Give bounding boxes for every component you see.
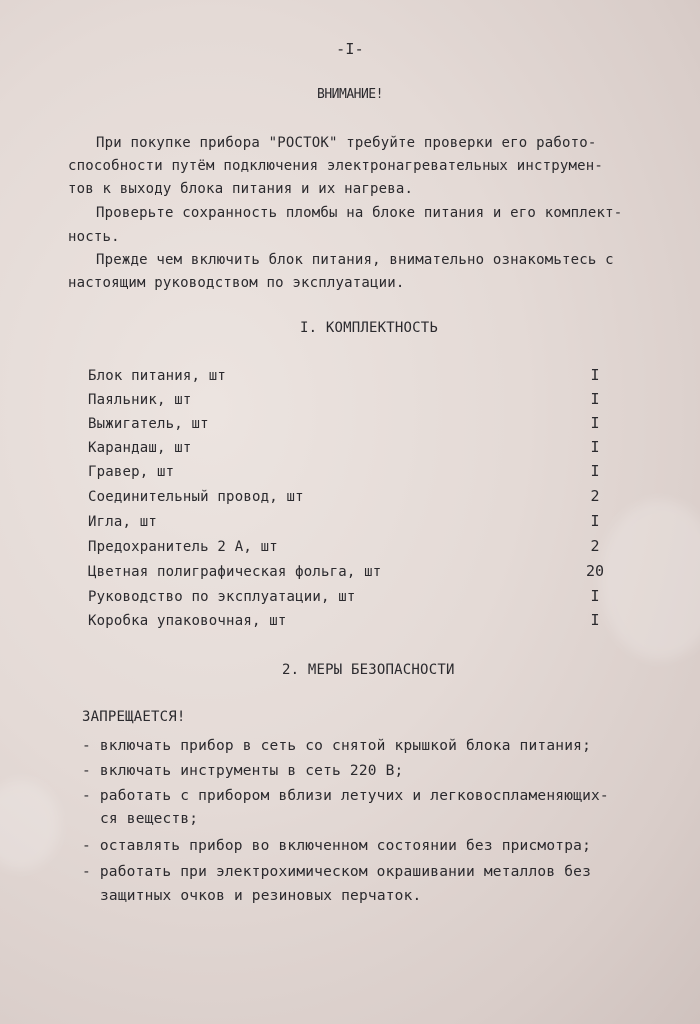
attention-heading: ВНИМАНИЕ! xyxy=(317,87,383,102)
kit-item-qty: I xyxy=(590,366,600,384)
safety-rule: защитных очков и резиновых перчаток. xyxy=(100,888,422,904)
safety-rule: - оставлять прибор во включенном состоянии без присмотра; xyxy=(82,838,591,854)
page-number: -I- xyxy=(336,40,364,58)
intro-line: тов к выходу блока питания и их нагрева. xyxy=(68,181,414,197)
kit-item-name: Предохранитель 2 А, шт xyxy=(88,539,278,555)
kit-item-qty: I xyxy=(590,462,600,480)
kit-item-qty: I xyxy=(590,390,600,408)
kit-item-name: Соединительный провод, шт xyxy=(88,489,304,505)
kit-item-qty: I xyxy=(590,512,600,530)
kit-item-qty: I xyxy=(590,587,600,605)
kit-item-qty: I xyxy=(590,414,600,432)
intro-line: Проверьте сохранность пломбы на блоке питания и его комплект- xyxy=(96,205,623,221)
safety-rule: - работать с прибором вблизи летучих и легковоспламеняющих- xyxy=(82,788,609,804)
kit-item-qty: 2 xyxy=(590,537,600,555)
kit-item-qty: I xyxy=(590,438,600,456)
kit-item-qty: 2 xyxy=(590,487,600,505)
kit-item-name: Выжигатель, шт xyxy=(88,416,209,432)
forbidden-heading: ЗАПРЕЩАЕТСЯ! xyxy=(82,709,186,725)
intro-line: способности путём подключения электронагревательных инструмен- xyxy=(68,158,603,174)
kit-item-name: Паяльник, шт xyxy=(88,392,192,408)
safety-rule: - работать при электрохимическом окрашивании металлов без xyxy=(82,864,591,880)
kit-item-name: Карандаш, шт xyxy=(88,440,192,456)
kit-item-name: Игла, шт xyxy=(88,514,158,530)
safety-rule: ся веществ; xyxy=(100,811,199,827)
kit-item-name: Гравер, шт xyxy=(88,464,175,480)
kit-item-name: Коробка упаковочная, шт xyxy=(88,613,287,629)
kit-item-name: Блок питания, шт xyxy=(88,368,227,384)
safety-rule: - включать инструменты в сеть 220 В; xyxy=(82,763,404,779)
intro-line: настоящим руководством по эксплуатации. xyxy=(68,275,405,291)
intro-line: ность. xyxy=(68,229,120,245)
paper-crease xyxy=(0,780,60,870)
intro-line: Прежде чем включить блок питания, внимательно ознакомьтесь с xyxy=(96,252,614,268)
section-title-completeness: I. КОМПЛЕКТНОСТЬ xyxy=(300,320,439,336)
intro-line: При покупке прибора "РОСТОК" требуйте проверки его работо- xyxy=(96,135,597,151)
safety-rule: - включать прибор в сеть со снятой крышкой блока питания; xyxy=(82,738,591,754)
kit-item-qty: 20 xyxy=(585,562,605,580)
section-title-safety: 2. МЕРЫ БЕЗОПАСНОСТИ xyxy=(282,662,455,678)
kit-item-name: Цветная полиграфическая фольга, шт xyxy=(88,564,382,580)
kit-item-name: Руководство по эксплуатации, шт xyxy=(88,589,356,605)
kit-item-qty: I xyxy=(590,611,600,629)
